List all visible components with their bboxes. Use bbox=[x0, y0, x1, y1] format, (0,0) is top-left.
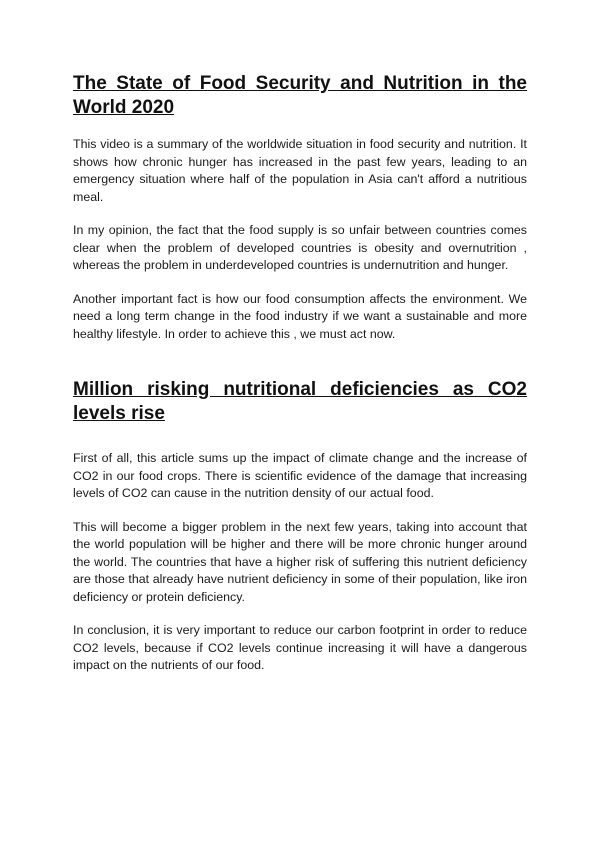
section-heading: Million risking nutritional deficiencies as CO2 levels rise bbox=[73, 379, 527, 424]
paragraph: Another important fact is how our food consumption affects the environment. We need a long term change in the food industry if we want a sustainable and more healthy lifestyle. In order to achieve this , we must act now. bbox=[73, 291, 527, 341]
paragraph: This will become a bigger problem in the next few years, taking into account that the world population will be higher and there will be more chronic hunger around the world. The countries that have a higher risk of suffering this nutrient deficiency are those that already have nutrient deficiency in some of their population, like iron deficiency or protein deficiency. bbox=[73, 519, 527, 604]
section-co2-nutrition bbox=[73, 378, 527, 675]
paragraph: In my opinion, the fact that the food supply is so unfair between countries comes clear when the problem of developed countries is obesity and overnutrition , whereas the problem in underdeveloped countries is undernutrition and hunger. bbox=[73, 223, 527, 272]
section-food-security bbox=[73, 72, 527, 343]
paragraph: In conclusion, it is very important to reduce our carbon footprint in order to reduce CO2 levels, because if CO2 levels continue increasing it will have a dangerous impact on the nutrients of our food. bbox=[73, 623, 527, 672]
paragraph: This video is a summary of the worldwide situation in food security and nutrition. It shows how chronic hunger has increased in the past few years, leading to an emergency situation where half of the population in Asia can't afford a nutritious meal. bbox=[73, 137, 527, 204]
section-heading: The State of Food Security and Nutrition in the World 2020 bbox=[73, 73, 527, 118]
paragraph: First of all, this article sums up the impact of climate change and the increase of CO2 in our food crops. There is scientific evidence of the damage that increasing levels of CO2 can cause in the nutrition density of our actual food. bbox=[73, 451, 527, 500]
